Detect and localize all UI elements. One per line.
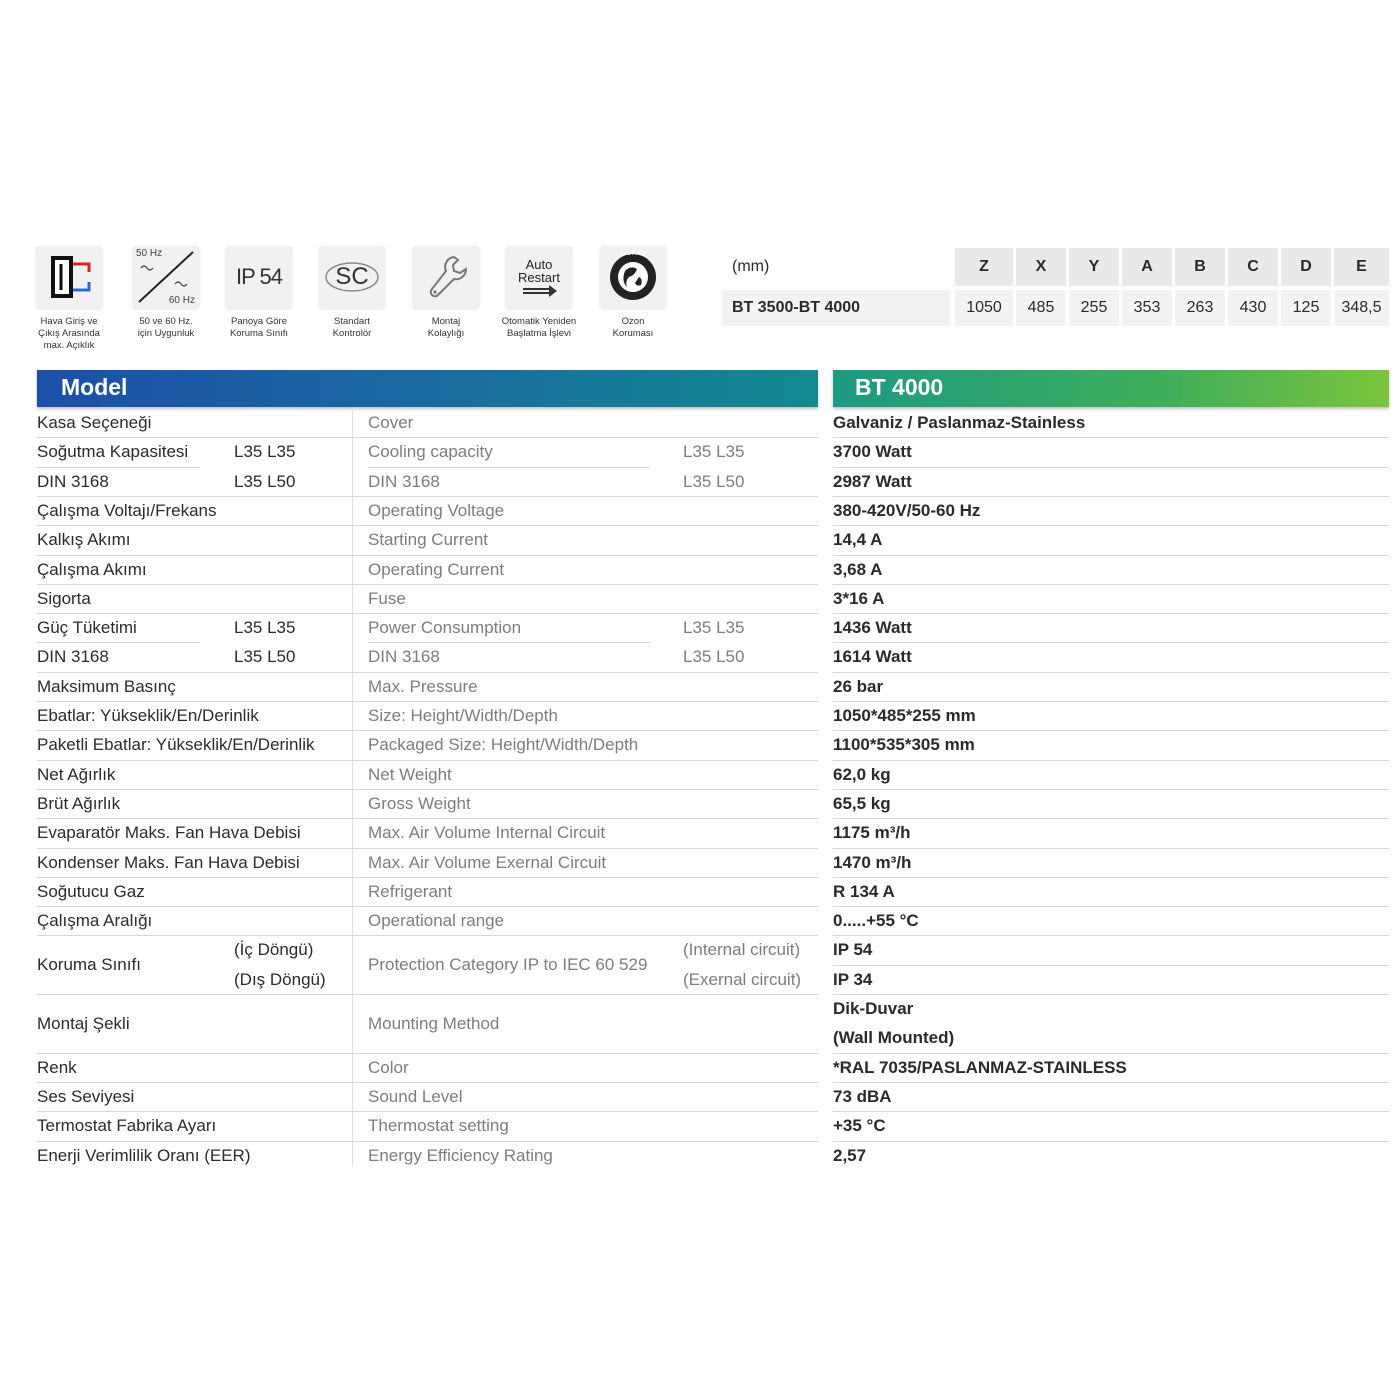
feature-caption: Panoya Göre Koruma Sınıfı <box>229 316 289 339</box>
row-divider <box>352 555 818 556</box>
spec-row <box>0 501 1400 530</box>
row-divider <box>833 672 1389 673</box>
dim-header-z: Z <box>955 248 1013 286</box>
row-divider <box>833 877 1389 878</box>
dim-header-y: Y <box>1069 248 1119 286</box>
sc-text: SC <box>335 263 369 290</box>
row-divider <box>833 525 1389 526</box>
row-divider <box>352 760 818 761</box>
row-divider <box>833 848 1389 849</box>
spec-sublabel-tr: (İç Döngü) <box>234 940 314 960</box>
spec-label-tr: Evaparatör Maks. Fan Hava Debisi <box>37 823 301 843</box>
row-divider <box>833 642 1389 643</box>
spec-label-tr: Çalışma Akımı <box>37 559 147 579</box>
row-divider <box>833 1141 1389 1142</box>
product-header-band <box>833 370 1389 407</box>
spec-value: 1100*535*305 mm <box>833 735 975 755</box>
spec-row <box>0 882 1400 911</box>
row-divider <box>352 496 818 497</box>
spec-label-tr: Soğutma Kapasitesi <box>37 442 189 462</box>
spec-value: (Wall Mounted) <box>833 1028 955 1048</box>
spec-label-tr: Güç Tüketimi <box>37 618 137 638</box>
row-divider <box>833 906 1389 907</box>
model-header: Model <box>61 374 128 400</box>
feature-caption: Ozon Koruması <box>612 316 654 339</box>
dim-value-y: 255 <box>1069 290 1119 326</box>
unit-label: (mm) <box>732 258 770 275</box>
spec-label-en: Gross Weight <box>368 793 471 813</box>
dim-header-e: E <box>1334 248 1389 286</box>
row-divider <box>352 1082 818 1083</box>
row-divider <box>352 994 818 995</box>
dim-value-e: 348,5 <box>1334 290 1389 326</box>
spec-value: 1436 Watt <box>833 618 912 638</box>
feature-caption: Hava Giriş ve Çıkış Arasında max. Açıklık <box>38 316 100 351</box>
spec-row <box>0 911 1400 940</box>
row-divider <box>833 467 1389 468</box>
spec-value: Dik-Duvar <box>833 999 914 1018</box>
spec-label-tr: Kondenser Maks. Fan Hava Debisi <box>37 852 300 872</box>
row-divider <box>833 965 1389 966</box>
feature-ozone <box>587 246 679 340</box>
dim-value-z: 1050 <box>955 290 1013 326</box>
standard-controller-icon <box>319 246 385 308</box>
spec-label-en: Operational range <box>368 911 505 931</box>
spec-value: R 134 A <box>833 881 895 901</box>
row-divider <box>37 642 200 643</box>
air-gap-icon <box>36 246 102 308</box>
dim-header-b: B <box>1175 248 1225 286</box>
frequency-icon <box>133 246 199 308</box>
row-divider <box>37 672 352 673</box>
ip-rating-text: IP 54 <box>236 264 282 289</box>
spec-row <box>0 530 1400 559</box>
row-divider <box>352 1053 818 1054</box>
spec-label-en: Max. Air Volume Exernal Circuit <box>368 852 607 872</box>
spec-value: 2987 Watt <box>833 471 912 491</box>
spec-value: 14,4 A <box>833 530 883 550</box>
feature-caption: 50 ve 60 Hz. için Uygunluk <box>137 316 195 339</box>
row-divider <box>37 467 200 468</box>
row-divider <box>833 760 1389 761</box>
spec-row <box>0 1087 1400 1116</box>
row-divider <box>37 730 352 731</box>
spec-row <box>0 1146 1400 1175</box>
row-divider <box>833 935 1389 936</box>
spec-label-en: Operating Voltage <box>368 500 505 520</box>
spec-sublabel-tr: L35 L35 <box>234 442 296 462</box>
spec-value: 1614 Watt <box>833 647 912 667</box>
spec-row <box>0 589 1400 618</box>
row-divider <box>37 701 352 702</box>
spec-row <box>0 677 1400 706</box>
spec-value: IP 34 <box>833 969 873 989</box>
spec-value: +35 °C <box>833 1116 886 1136</box>
spec-sublabel-en: (Exernal circuit) <box>683 969 802 989</box>
feature-air-gap <box>23 246 115 352</box>
row-divider <box>37 906 352 907</box>
protection-row <box>0 936 1400 995</box>
row-divider <box>37 789 352 790</box>
spec-label-en: Max. Pressure <box>368 676 478 696</box>
row-divider <box>833 555 1389 556</box>
row-divider <box>368 467 650 468</box>
spec-value: IP 54 <box>833 940 873 960</box>
spec-label-tr: Net Ağırlık <box>37 764 116 784</box>
freq-50-label: 50 Hz <box>136 248 163 259</box>
row-divider <box>352 877 818 878</box>
spec-row <box>0 706 1400 735</box>
spec-label-tr: Brüt Ağırlık <box>37 793 121 813</box>
feature-frequency <box>120 246 212 340</box>
row-divider <box>352 818 818 819</box>
row-divider <box>833 789 1389 790</box>
spec-label-tr: Çalışma Voltajı/Frekans <box>37 500 217 520</box>
row-divider <box>37 760 352 761</box>
row-divider <box>37 1053 352 1054</box>
spec-row <box>0 647 1400 676</box>
spec-label-tr: Sigorta <box>37 588 91 608</box>
spec-value: 3,68 A <box>833 559 883 579</box>
spec-label-en: Max. Air Volume Internal Circuit <box>368 823 606 843</box>
spec-value: 0.....+55 °C <box>833 911 919 931</box>
row-divider <box>833 818 1389 819</box>
row-divider <box>352 1141 818 1142</box>
row-divider <box>352 1111 818 1112</box>
spec-value: 26 bar <box>833 676 884 696</box>
row-divider <box>352 906 818 907</box>
spec-label-tr: DIN 3168 <box>37 471 109 491</box>
spec-label-en: Fuse <box>368 588 406 608</box>
spec-value: 380-420V/50-60 Hz <box>833 500 981 520</box>
dim-header-x: X <box>1016 248 1066 286</box>
row-divider <box>352 613 818 614</box>
spec-row <box>0 442 1400 471</box>
spec-label-en: Energy Efficiency Rating <box>368 1145 553 1165</box>
spec-sublabel-en: L35 L50 <box>683 647 745 667</box>
spec-value: 62,0 kg <box>833 764 891 784</box>
spec-label-tr: Koruma Sınıfı <box>37 955 141 975</box>
spec-label-tr: Termostat Fabrika Ayarı <box>37 1116 217 1136</box>
dim-value-d: 125 <box>1281 290 1331 326</box>
spec-value: 73 dBA <box>833 1086 892 1106</box>
row-divider <box>833 1111 1389 1112</box>
spec-label-en: Mounting Method <box>368 1013 500 1033</box>
dimension-model-label: BT 3500-BT 4000 <box>722 290 950 326</box>
spec-row <box>0 413 1400 442</box>
model-header-band <box>37 370 818 407</box>
spec-row <box>0 735 1400 764</box>
spec-sublabel-tr: L35 L50 <box>234 647 296 667</box>
spec-label-tr: Çalışma Aralığı <box>37 911 153 931</box>
spec-label-en: Color <box>368 1057 409 1077</box>
spec-row <box>0 765 1400 794</box>
row-divider <box>833 1082 1389 1083</box>
row-divider <box>37 818 352 819</box>
row-divider <box>833 496 1389 497</box>
spec-row <box>0 1058 1400 1087</box>
feature-easy-mounting <box>400 246 492 340</box>
spec-value: 3700 Watt <box>833 442 912 462</box>
row-divider <box>352 935 818 936</box>
row-divider <box>37 613 352 614</box>
row-divider <box>833 437 1389 438</box>
spec-label-en: Cover <box>368 413 414 432</box>
spec-value: *RAL 7035/PASLANMAZ-STAINLESS <box>833 1057 1127 1077</box>
row-divider <box>368 642 650 643</box>
restart-text: Restart <box>518 269 560 285</box>
dim-value-b: 263 <box>1175 290 1225 326</box>
spec-value: 3*16 A <box>833 588 885 608</box>
row-divider <box>352 730 818 731</box>
row-divider <box>352 437 818 438</box>
spec-label-en: Protection Category IP to IEC 60 529 <box>368 955 648 975</box>
feature-ip-rating <box>213 246 305 340</box>
spec-row <box>0 853 1400 882</box>
spec-sublabel-tr: L35 L50 <box>234 471 296 491</box>
row-divider <box>37 935 352 936</box>
dim-value-a: 353 <box>1122 290 1172 326</box>
dim-value-c: 430 <box>1228 290 1278 326</box>
spec-sublabel-en: L35 L50 <box>683 471 745 491</box>
spec-label-en: Size: Height/Width/Depth <box>368 706 558 725</box>
row-divider <box>37 496 352 497</box>
dim-header-a: A <box>1122 248 1172 286</box>
spec-row <box>0 618 1400 647</box>
row-divider <box>833 730 1389 731</box>
row-divider <box>352 584 818 585</box>
spec-value: 1175 m³/h <box>833 823 911 843</box>
row-divider <box>37 1111 352 1112</box>
dim-value-x: 485 <box>1016 290 1066 326</box>
spec-row <box>0 560 1400 589</box>
spec-label-en: Power Consumption <box>368 618 522 638</box>
feature-standard-controller <box>306 246 398 340</box>
row-divider <box>352 525 818 526</box>
arrow-right-icon <box>519 285 559 297</box>
row-divider <box>352 789 818 790</box>
spec-label-en: Cooling capacity <box>368 442 493 462</box>
row-divider <box>37 1082 352 1083</box>
spec-row <box>0 794 1400 823</box>
spec-label-tr: DIN 3168 <box>37 647 109 667</box>
spec-label-en: Refrigerant <box>368 881 453 901</box>
spec-sublabel-en: L35 L35 <box>683 442 745 462</box>
row-divider <box>352 848 818 849</box>
row-divider <box>833 613 1389 614</box>
feature-auto-restart <box>493 246 585 340</box>
feature-icons <box>30 246 680 366</box>
spec-label-tr: Maksimum Basınç <box>37 676 176 696</box>
spec-label-tr: Kasa Seçeneği <box>37 413 152 432</box>
spec-value: 1470 m³/h <box>833 852 912 872</box>
spec-label-tr: Ses Seviyesi <box>37 1086 135 1106</box>
spec-label-en: Packaged Size: Height/Width/Depth <box>368 735 639 755</box>
spec-value: 2,57 <box>833 1145 867 1165</box>
spec-label-tr: Renk <box>37 1057 77 1077</box>
freq-60-label: 60 Hz <box>168 295 195 306</box>
spec-label-en: Operating Current <box>368 559 505 579</box>
row-divider <box>833 584 1389 585</box>
row-divider <box>352 672 818 673</box>
dim-header-c: C <box>1228 248 1278 286</box>
column-divider <box>352 408 353 1166</box>
spec-label-en: Sound Level <box>368 1086 463 1106</box>
row-divider <box>37 1141 352 1142</box>
row-divider <box>833 994 1389 995</box>
row-divider <box>833 1053 1389 1054</box>
spec-label-en: DIN 3168 <box>368 647 440 667</box>
row-divider <box>37 877 352 878</box>
spec-label-en: DIN 3168 <box>368 471 440 491</box>
spec-label-tr: Kalkış Akımı <box>37 530 131 550</box>
ip-rating-icon <box>226 246 292 308</box>
row-divider <box>37 525 352 526</box>
spec-label-tr: Ebatlar: Yükseklik/En/Derinlik <box>37 706 259 725</box>
auto-text: Auto <box>525 256 553 272</box>
feature-caption: Standart Kontrolör <box>332 316 372 339</box>
dim-header-d: D <box>1281 248 1331 286</box>
spec-value: 1050*485*255 mm <box>833 706 976 725</box>
spec-value: 65,5 kg <box>833 793 891 813</box>
row-divider <box>37 437 352 438</box>
row-divider <box>37 848 352 849</box>
wrench-icon <box>413 246 479 308</box>
spec-label-tr: Paketli Ebatlar: Yükseklik/En/Derinlik <box>37 735 315 755</box>
cfc-free-text: CFC FREE <box>620 251 646 257</box>
spec-label-tr: Soğutucu Gaz <box>37 881 145 901</box>
spec-row <box>0 823 1400 852</box>
row-divider <box>37 584 352 585</box>
spec-sublabel-en: (Internal circuit) <box>683 940 801 960</box>
spec-label-en: Thermostat setting <box>368 1116 509 1136</box>
row-divider <box>37 994 352 995</box>
mounting-row <box>0 995 1400 1054</box>
spec-sublabel-en: L35 L35 <box>683 618 745 638</box>
spec-value: Galvaniz / Paslanmaz-Stainless <box>833 413 1086 432</box>
ozone-globe-icon <box>600 246 666 308</box>
spec-row <box>0 472 1400 501</box>
spec-label-tr: Enerji Verimlilik Oranı (EER) <box>37 1145 251 1165</box>
auto-restart-icon <box>506 246 572 308</box>
spec-sublabel-tr: L35 L35 <box>234 618 296 638</box>
spec-label-en: Starting Current <box>368 530 488 550</box>
feature-caption: Montaj Kolaylığı <box>427 316 465 339</box>
row-divider <box>833 701 1389 702</box>
row-divider <box>352 701 818 702</box>
row-divider <box>37 555 352 556</box>
product-header: BT 4000 <box>855 374 944 400</box>
spec-sublabel-tr: (Dış Döngü) <box>234 969 326 989</box>
feature-caption: Otomatik Yeniden Başlatma İşlevi <box>501 316 577 339</box>
spec-row <box>0 1116 1400 1145</box>
spec-label-en: Net Weight <box>368 764 452 784</box>
spec-label-tr: Montaj Şekli <box>37 1013 130 1033</box>
